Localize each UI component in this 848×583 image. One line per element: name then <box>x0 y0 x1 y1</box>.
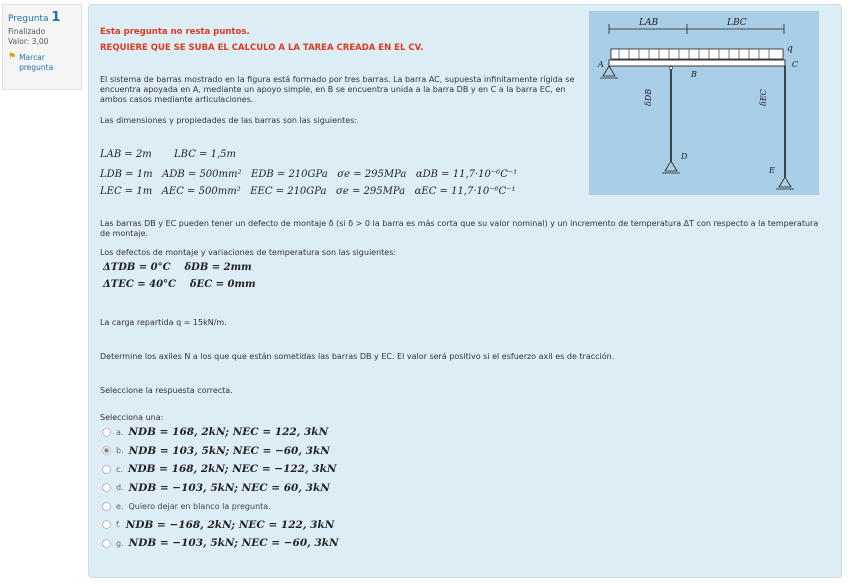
answer-option-b[interactable] <box>102 442 339 461</box>
answer-text: Quiero dejar en blanco la pregunta. <box>128 501 271 511</box>
beam-figure <box>589 11 819 195</box>
answer-text: NDB = 168, 2kN; NEC = 122, 3kN <box>128 426 329 439</box>
flag-question-link[interactable] <box>8 53 76 73</box>
answer-letter: b. <box>116 446 124 456</box>
answer-text: NDB = 103, 5kN; NEC = −60, 3kN <box>128 444 330 457</box>
label-d: D <box>681 152 688 161</box>
label-q: q <box>787 44 793 54</box>
answer-radio-c[interactable] <box>102 465 111 474</box>
answer-option-f[interactable] <box>102 516 339 535</box>
beam-diagram <box>589 11 819 195</box>
flag-icon: ⚑ <box>8 51 17 62</box>
label-lab: LAB <box>639 18 659 28</box>
question-number-value: 1 <box>51 10 61 25</box>
properties-db-formula: LDB = 1m ADB = 500mm² EDB = 210GPa σe = 295MPa αDB = 11,7·10⁻⁶C⁻¹ <box>100 169 518 180</box>
db-defect-formula: ΔTDB = 0°C δDB = 2mm <box>103 262 252 273</box>
question-info-panel <box>2 4 82 90</box>
answer-letter: a. <box>116 427 124 437</box>
flag-question-label: Marcar pregunta <box>19 52 54 72</box>
answer-list <box>102 423 339 553</box>
label-e: E <box>769 166 775 175</box>
notice-text: Esta pregunta no resta puntos. <box>100 27 250 37</box>
answer-radio-b[interactable] <box>102 446 111 455</box>
answer-text: NDB = −168, 2kN; NEC = 122, 3kN <box>125 518 335 531</box>
answer-letter: f. <box>116 520 121 530</box>
answer-radio-g[interactable] <box>102 539 111 548</box>
answer-option-d[interactable] <box>102 479 339 498</box>
answer-option-g[interactable] <box>102 534 339 553</box>
answer-option-c[interactable] <box>102 460 339 479</box>
ec-defect-formula: ΔTEC = 40°C δEC = 0mm <box>103 279 256 290</box>
question-label: Pregunta <box>8 14 49 24</box>
label-lbc: LBC <box>727 18 747 28</box>
answer-radio-d[interactable] <box>102 483 111 492</box>
properties-ec-formula: LEC = 1m AEC = 500mm² EEC = 210GPa σe = 295MPa αEC = 11,7·10⁻⁶C⁻¹ <box>100 186 516 197</box>
select-one-label: Selecciona una: <box>100 413 164 422</box>
answer-letter: e. <box>116 501 124 511</box>
answer-radio-f[interactable] <box>102 520 111 529</box>
label-c: C <box>792 60 799 69</box>
question-status: Finalizado <box>8 26 46 36</box>
defect-paragraph: Las barras DB y EC pueden tener un defecto de montaje δ (si δ > 0 la barra es más corta que su valor nominal) y un incremento de temperatura ΔT con respecto a la temperatura de montaje. <box>100 219 819 238</box>
question-content <box>88 4 842 578</box>
answer-option-a[interactable] <box>102 423 339 442</box>
answer-text: NDB = −103, 5kN; NEC = −60, 3kN <box>128 537 339 550</box>
dimensions-formula: LAB = 2m LBC = 1,5m <box>100 149 236 160</box>
question-score: Valor: 3,00 <box>8 36 49 46</box>
requirement-text: REQUIERE QUE SE SUBA EL CALCULO A LA TAREA CREADA EN EL CV. <box>100 43 424 53</box>
answer-letter: c. <box>116 464 123 474</box>
defects-intro: Los defectos de montaje y variaciones de temperatura son las siguientes: <box>100 248 397 257</box>
determine-text: Determine los axiles N a los que que están sometidas las barras DB y EC. El valor será positivo si el esfuerzo axil es de tracción. <box>100 352 615 361</box>
description-paragraph: El sistema de barras mostrado en la figura está formado por tres barras. La barra AC, supuesta infinitamente rígida se encuentra apoyada en A, mediante un apoyo simple, en B se encuentra unida a la barra DB y en C a la barra EC, en ambos casos mediante articulaciones. <box>100 75 575 104</box>
label-delta-db: δDB <box>644 88 653 106</box>
load-text: La carga repartida q = 15kN/m. <box>100 318 227 327</box>
answer-text: NDB = −103, 5kN; NEC = 60, 3kN <box>128 481 330 494</box>
label-delta-ec: δEC <box>759 89 768 106</box>
answer-radio-a[interactable] <box>102 428 111 437</box>
answer-text: NDB = 168, 2kN; NEC = −122, 3kN <box>127 463 337 476</box>
label-a: A <box>598 60 604 69</box>
question-number <box>8 9 76 27</box>
answer-letter: d. <box>116 483 124 493</box>
dimensions-intro: Las dimensiones y propiedades de las barras son las siguientes: <box>100 116 358 125</box>
select-correct-text: Seleccione la respuesta correcta. <box>100 386 233 395</box>
answer-letter: g. <box>116 538 124 548</box>
answer-option-e[interactable] <box>102 497 339 516</box>
answer-radio-e[interactable] <box>102 502 111 511</box>
label-b: B <box>691 70 697 79</box>
